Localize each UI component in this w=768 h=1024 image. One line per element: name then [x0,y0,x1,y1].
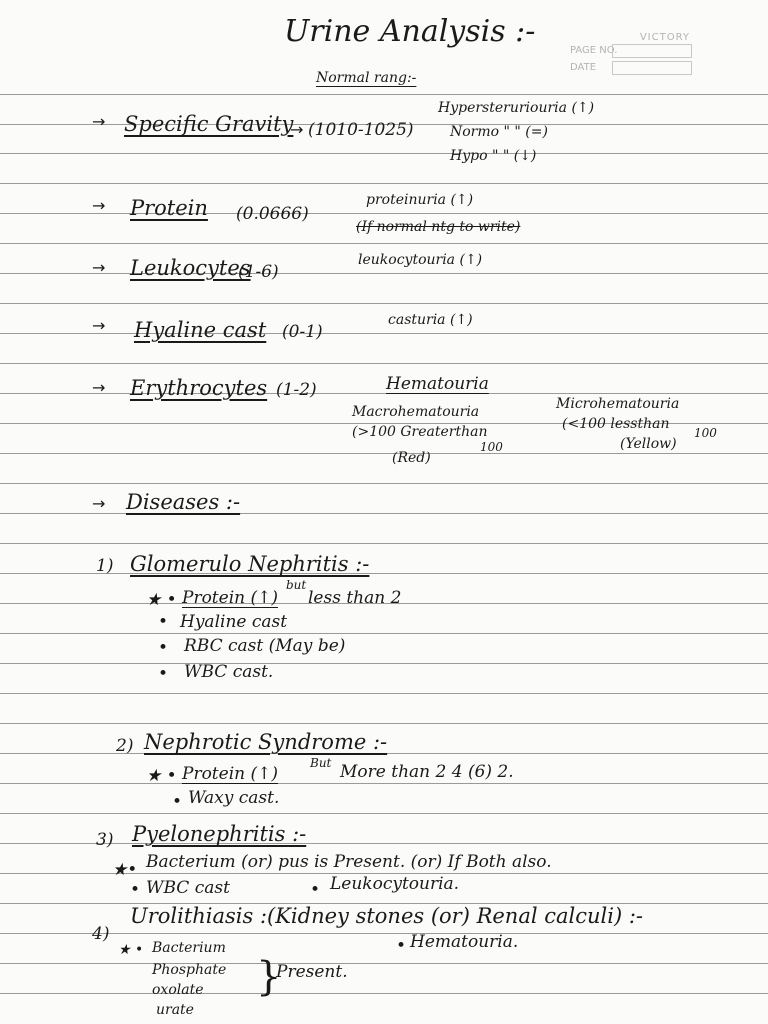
normal-range-heading: Normal rang:- [316,70,417,86]
nephrotic-item-waxy: Waxy cast. [188,788,280,808]
hyaline-cast-range: (0-1) [282,322,323,342]
pyelonephritis-item-leuko: Leukocytouria. [330,874,460,894]
protein-range: (0.0666) [236,204,309,224]
macrohematouria-detail: (>100 Greaterthan [352,424,488,440]
microhematouria-detail: (<100 lessthan [562,416,670,432]
page-title: Urine Analysis :- [284,14,536,49]
hyaline-cast-result: casturia (↑) [388,312,473,328]
pyelonephritis-line1: Bacterium (or) pus is Present. (or) If Both also. [146,852,552,872]
urolithiasis-item-bacterium: Bacterium [152,940,226,956]
nephrotic-item-protein: Protein (↑) [182,764,278,784]
pyelonephritis-item-wbc: WBC cast [146,878,230,898]
brace-icon: } [256,954,282,1000]
bullet-icon: • [158,638,169,658]
protein-result: proteinuria (↑) [366,192,474,208]
macrohematouria-color: (Red) [392,450,431,466]
diseases-heading: Diseases :- [126,490,241,514]
section-number: 4) [92,924,110,944]
macrohematouria-unit: 100 [480,440,503,454]
arrow-icon: → [290,120,304,139]
normo-label: Normo " " (=) [450,124,548,140]
nephrotic-title: Nephrotic Syndrome :- [144,730,388,754]
glomerulo-item-wbc: WBC cast. [184,662,274,682]
urolithiasis-item-urate: urate [156,1002,194,1018]
glomerulo-title: Glomerulo Nephritis :- [130,552,370,576]
leukocytes-range: (1-6) [238,262,279,282]
erythrocytes-range: (1-2) [276,380,317,400]
hypo-label: Hypo " " (↓) [450,148,537,164]
bullet-icon: • [396,936,407,956]
nephrotic-protein-note: More than 2 4 (6) 2. [340,762,514,782]
bullet-icon: • [310,880,321,900]
glomerulo-protein-note: less than 2 [308,588,402,608]
specific-gravity-label: Specific Gravity [124,112,294,136]
urolithiasis-present: Present. [276,962,348,982]
glomerulo-but: but [286,578,307,592]
hyaline-cast-label: Hyaline cast [134,318,267,342]
arrow-icon: → [92,494,106,513]
urolithiasis-item-phosphate: Phosphate [152,962,227,978]
arrow-icon: → [92,316,106,335]
hyper-label: Hypersteruriouria (↑) [438,100,595,116]
stamp-brand: VICTORY [639,32,690,43]
arrow-icon: → [92,378,106,397]
stamp-page-box [612,44,692,58]
pyelonephritis-title: Pyelonephritis :- [132,822,307,846]
microhematouria-label: Microhematouria [556,396,680,412]
glomerulo-item-hyaline: Hyaline cast [180,612,288,632]
arrow-icon: → [92,196,106,215]
nephrotic-but: But [310,756,332,770]
urolithiasis-hematouria: Hematouria. [410,932,519,952]
stamp-date-box [612,61,692,75]
leukocytes-label: Leukocytes [130,256,251,280]
star-icon: ★ • [146,590,177,610]
section-number: 3) [96,830,114,850]
urolithiasis-title: Urolithiasis :(Kidney stones (or) Renal calculi) :- [130,904,644,928]
microhematouria-color: (Yellow) [620,436,677,452]
protein-struck-note: (If normal ntg to write) [356,219,521,235]
urolithiasis-item-oxolate: oxolate [152,982,204,998]
stamp-date-label: DATE [570,62,597,73]
page-stamp [566,32,696,80]
star-icon: ★ • [146,766,177,786]
erythrocytes-label: Erythrocytes [130,376,268,400]
stamp-page-label: PAGE NO. [570,45,618,56]
microhematouria-unit: 100 [694,426,717,440]
arrow-icon: → [92,112,106,131]
bullet-icon: • [130,880,141,900]
hematouria-label: Hematouria [386,374,489,394]
leukocytes-result: leukocytouria (↑) [358,252,483,268]
star-icon: ★• [112,860,138,880]
arrow-icon: → [92,258,106,277]
section-number: 2) [116,736,134,756]
star-icon: ★ • [118,942,144,958]
macrohematouria-label: Macrohematouria [352,404,480,420]
glomerulo-item-protein: Protein (↑) [182,588,278,608]
glomerulo-item-rbc: RBC cast (May be) [184,636,346,656]
specific-gravity-range: (1010-1025) [308,120,414,140]
bullet-icon: • [158,612,169,632]
section-number: 1) [96,556,114,576]
bullet-icon: • [172,792,183,812]
bullet-icon: • [158,664,169,684]
protein-label: Protein [130,196,208,220]
